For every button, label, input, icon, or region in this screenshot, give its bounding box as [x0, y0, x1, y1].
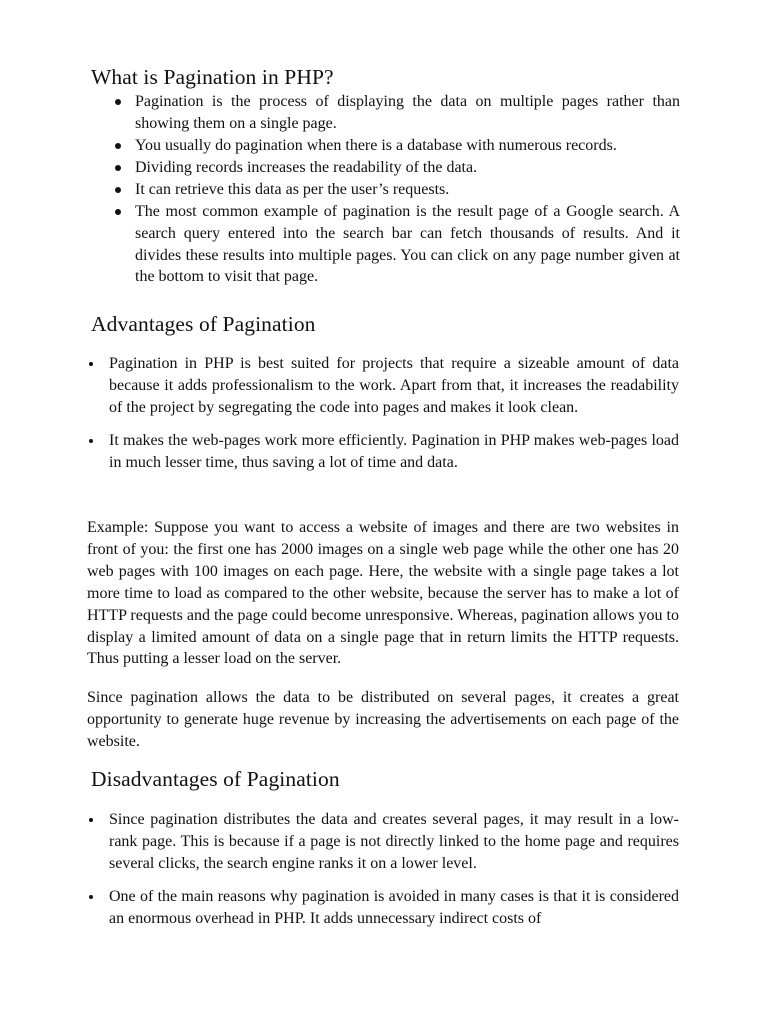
- list-item: It makes the web-pages work more efficiently. Pagination in PHP makes web-pages load in much lesser time, thus saving a lot of time and data.: [109, 430, 679, 474]
- list-item: Since pagination distributes the data and creates several pages, it may result in a low-rank page. This is because if a page is not directly linked to the home page and requires several clicks, the search engine ranks it on a lower level.: [109, 809, 679, 874]
- list-item: One of the main reasons why pagination is avoided in many cases is that it is considered an enormous overhead in PHP. It adds unnecessary indirect costs of: [109, 886, 679, 930]
- list-item: The most common example of pagination is the result page of a Google search. A search query entered into the search bar can fetch thousands of results. And it divides these results into multiple pages. You can click on any page number given at the bottom to visit that page.: [135, 201, 680, 287]
- advantages-list: [109, 353, 679, 474]
- revenue-paragraph: Since pagination allows the data to be distributed on several pages, it creates a great opportunity to generate huge revenue by increasing the advertisements on each page of the website.: [87, 689, 679, 750]
- section-heading-disadvantages: Disadvantages of Pagination: [91, 767, 340, 791]
- disadvantages-list: [109, 809, 679, 930]
- what-is-pagination-list: [135, 91, 680, 288]
- list-item: You usually do pagination when there is a database with numerous records.: [135, 135, 680, 157]
- section-heading-advantages: Advantages of Pagination: [91, 312, 316, 336]
- list-item: Dividing records increases the readability of the data.: [135, 157, 680, 179]
- section-heading-what-is-pagination: What is Pagination in PHP?: [91, 65, 334, 89]
- list-item: It can retrieve this data as per the user’s requests.: [135, 179, 680, 201]
- example-paragraph: Example: Suppose you want to access a website of images and there are two websites in front of you: the first one has 2000 images on a single web page while the other one has 20 web pages with 100 images on each page. Here, the website with a single page takes a lot more time to load as compared to the other website, because the server has to make a lot of HTTP requests and the page could become unresponsive. Whereas, pagination allows you to display a limited amount of data on a single page that in return limits the HTTP requests. Thus putting a lesser load on the server.: [87, 519, 679, 668]
- list-item: Pagination in PHP is best suited for projects that require a sizeable amount of data because it adds professionalism to the work. Apart from that, it increases the readability of the project by segregating the code into pages and makes it look clean.: [109, 353, 679, 418]
- list-item: Pagination is the process of displaying the data on multiple pages rather than showing them on a single page.: [135, 91, 680, 134]
